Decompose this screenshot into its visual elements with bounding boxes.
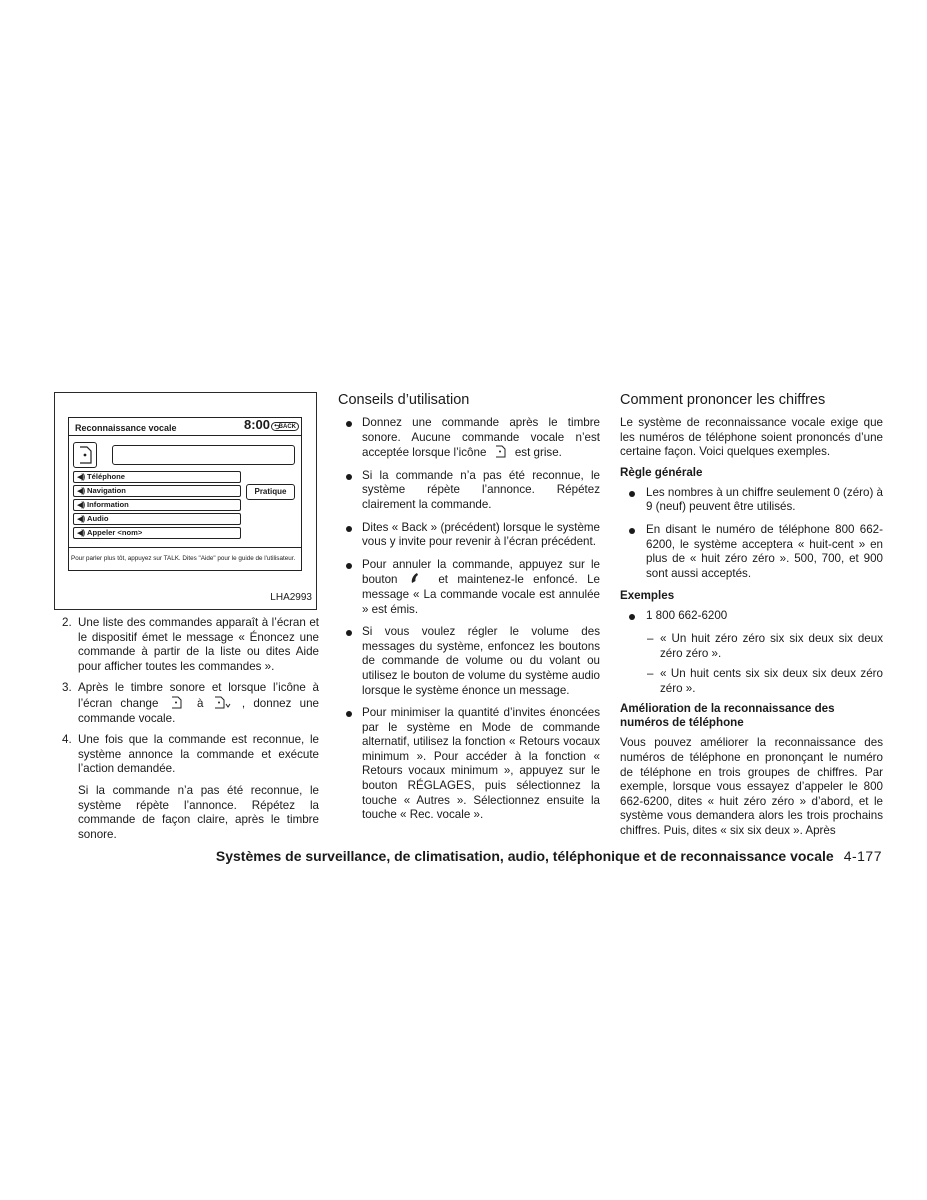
list-item-4: 4. Une fois que la commande est reconnue, le système annonce la commande et exécute l’action demandée. Si la commande n’a pas été reconnue, le système répète l’annonce. Répétez la commande de façon claire, après le timbre sonore. bbox=[62, 733, 319, 841]
intro-paragraph: Le système de reconnaissance vocale exige que les numéros de téléphone soient prononcés d’une certaine façon. Voici quelques exemples. bbox=[620, 416, 883, 459]
bullet-item: 1 800 662-6200 bbox=[620, 609, 883, 624]
improvement-paragraph: Vous pouvez améliorer la reconnaissance des numéros de téléphone en prononçant le numéro de téléphone en trois groupes de chiffres. Par exemple, lorsque vous essayez d’appeler le 800 662-6200, dites « huit zéro zéro » d’abord, et le système vous demandera alors les trois prochains chiffres. Puis, dites « six six deux ». Après bbox=[620, 736, 883, 837]
figure-voice-recognition-screen bbox=[54, 392, 317, 610]
command-item-telephone: ◀)) Téléphone bbox=[73, 471, 241, 483]
column-right bbox=[620, 392, 883, 844]
dash-item: – « Un huit zéro zéro six six deux six deux zéro zéro ». bbox=[647, 631, 883, 660]
voice-command-icon bbox=[73, 442, 97, 468]
voice-command-active-icon bbox=[212, 696, 234, 708]
column-left bbox=[54, 392, 319, 849]
voice-command-icon bbox=[167, 696, 189, 708]
pratique-button: Pratique bbox=[246, 484, 295, 500]
subheading-examples: Exemples bbox=[620, 589, 675, 603]
voice-icon: ◀)) bbox=[77, 488, 85, 495]
dash-item: – « Un huit cents six six deux six deux zéro zéro ». bbox=[647, 667, 883, 695]
command-item-navigation: ◀)) Navigation bbox=[73, 485, 241, 497]
bullet-item: Pour annuler la commande, appuyez sur le bouton et maintenez-le enfoncé. Le message « La commande vocale est annulée » est émis. bbox=[338, 558, 600, 617]
bullet-item: Si la commande n’a pas été reconnue, le système répète l’annonce. Répétez clairement la commande. bbox=[338, 469, 600, 513]
subheading-general-rule: Règle générale bbox=[620, 465, 703, 479]
bullet-item: En disant le numéro de téléphone 800 662-6200, le système acceptera « huit-cent » en plus de « huit zéro zéro ». 500, 700, et 900 sont aussi acceptés. bbox=[620, 523, 883, 581]
figure-code: LHA2993 bbox=[270, 592, 312, 604]
command-item-audio: ◀)) Audio bbox=[73, 513, 241, 525]
voice-command-icon bbox=[490, 445, 512, 457]
bullet-item: Pour minimiser la quantité d’invites énoncées par le système en Mode de commande alternatif, utilisez la fonction « Retours vocaux minimum ». Pour accéder à la fonction « Retours vocaux minimum », appuyez sur le bouton RÉGLAGES, puis sélectionnez la touche « Autres ». Sélectionnez ensuite la touche « Rec. vocale ». bbox=[338, 706, 600, 823]
command-item-information: ◀)) Information bbox=[73, 499, 241, 511]
screen-clock: 8:00 bbox=[243, 417, 270, 432]
screen-footer-hint: Pour parler plus tôt, appuyez sur TALK. Dites "Aide" pour le guide de l'utilisateur. bbox=[69, 547, 301, 570]
back-label: BACK bbox=[278, 424, 296, 430]
page-number: 4-177 bbox=[843, 848, 882, 864]
footer-section-title: Systèmes de surveillance, de climatisation, audio, téléphonique et de reconnaissance vocale bbox=[215, 848, 834, 864]
section-heading-tips: Conseils d’utilisation bbox=[338, 392, 470, 408]
bullet-item: Donnez une commande après le timbre sonore. Aucune commande vocale n’est acceptée lorsque l’icône est grise. bbox=[338, 416, 600, 461]
column-middle bbox=[338, 392, 600, 831]
bullet-item: Dites « Back » (précédent) lorsque le système vous y invite pour revenir à l’écran précédent. bbox=[338, 521, 600, 550]
list-item-3: 3. Après le timbre sonore et lorsque l’icône à l’écran change à , donnez une commande vocale. bbox=[62, 681, 319, 725]
screen-header bbox=[69, 418, 301, 436]
subheading-improvement: Amélioration de la reconnaissance des numéros de téléphone bbox=[620, 702, 835, 730]
list-item-2: 2. Une liste des commandes apparaît à l’écran et le dispositif émet le message « Énoncez une commande à partir de la liste ou dites Aide pour afficher toutes les commandes ». bbox=[62, 616, 319, 673]
section-heading-digits: Comment prononcer les chiffres bbox=[620, 392, 826, 408]
voice-icon: ◀)) bbox=[77, 474, 85, 481]
voice-icon: ◀)) bbox=[77, 502, 85, 509]
bullet-item: Les nombres à un chiffre seulement 0 (zéro) à 9 (neuf) peuvent être utilisés. bbox=[620, 486, 883, 515]
back-button bbox=[271, 422, 299, 431]
bullet-item: Si vous voulez régler le volume des messages du système, enfoncez les boutons de commande de volume ou du volant ou utilisez le bouton de volume du système audio lorsque le système énonce un message. bbox=[338, 625, 600, 698]
command-item-call-name: ◀)) Appeler <nom> bbox=[73, 527, 241, 539]
screen-title: Reconnaissance vocale bbox=[75, 423, 177, 433]
back-arrow-icon: ⮌ bbox=[274, 424, 280, 431]
page-footer bbox=[60, 848, 882, 864]
phone-icon bbox=[407, 572, 429, 584]
voice-icon: ◀)) bbox=[77, 530, 85, 537]
recognition-text-box bbox=[112, 445, 295, 465]
screen-frame bbox=[68, 417, 302, 571]
voice-icon: ◀)) bbox=[77, 516, 85, 523]
